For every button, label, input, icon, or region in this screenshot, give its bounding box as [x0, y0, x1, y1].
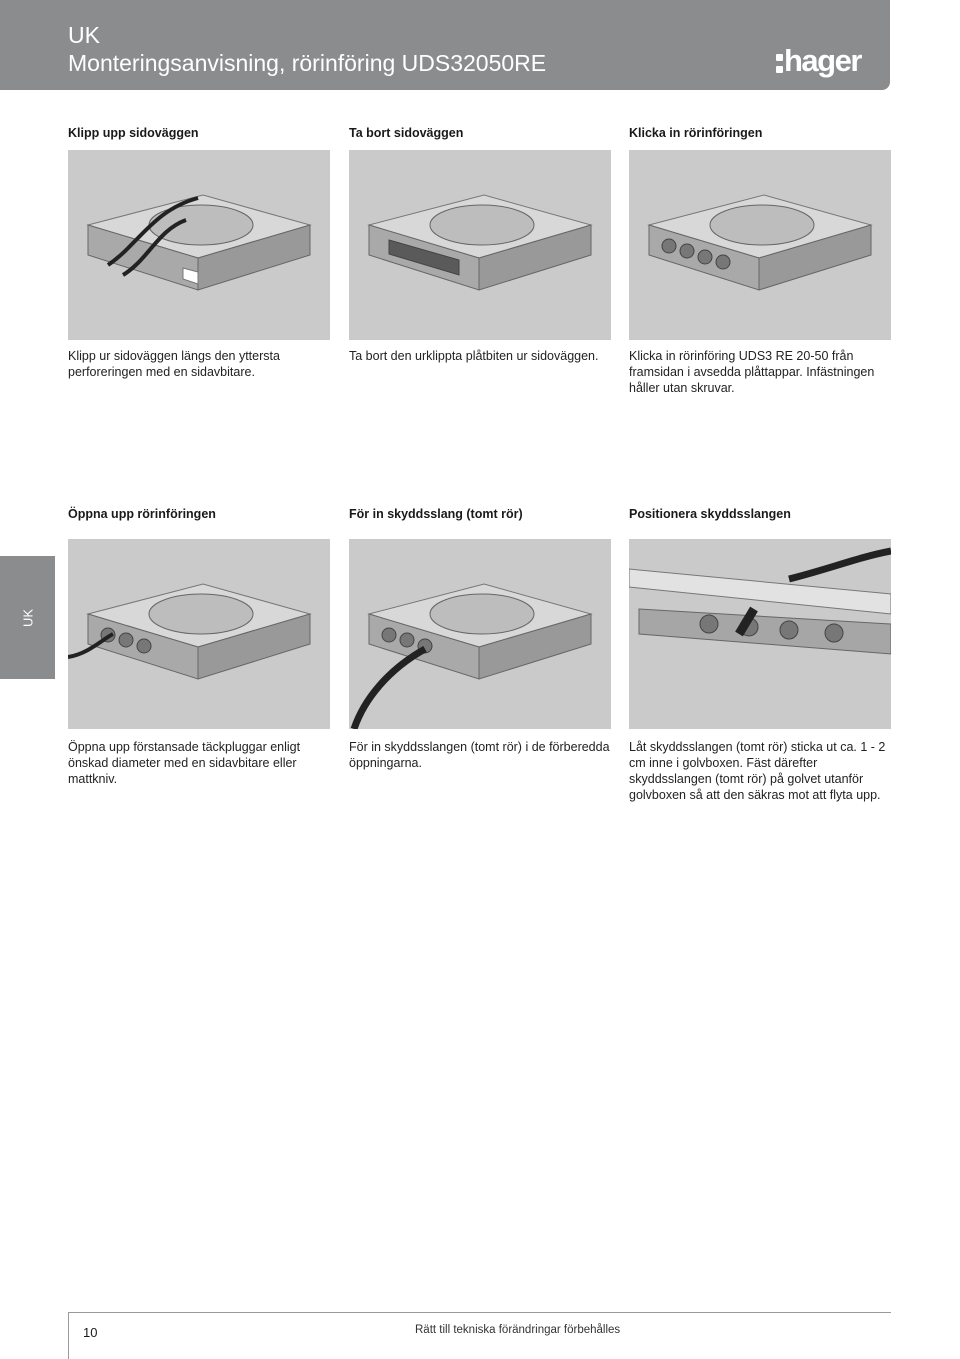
- page-title: Monteringsanvisning, rörinföring UDS32050RE: [68, 50, 547, 76]
- page-number: 10: [83, 1325, 98, 1340]
- step-1-title: Klipp upp sidoväggen: [68, 126, 199, 140]
- side-language-tab: [0, 556, 55, 679]
- step-2-title: Ta bort sidoväggen: [349, 126, 464, 140]
- step-2-caption: Ta bort den urklippta plåtbiten ur sidoväggen.: [349, 349, 599, 363]
- step-6-illustration: [629, 539, 891, 729]
- step-4-title: Öppna upp rörinföringen: [68, 507, 216, 521]
- step-4-illustration: [68, 539, 330, 729]
- step-6-caption: Låt skyddsslangen (tomt rör) sticka ut ca. 1 - 2 cm inne i golvboxen. Fäst därefter skyddsslangen (tomt rör) på golvet utanför golvboxen så att den säkras mot att flyta upp.: [629, 740, 886, 802]
- header-language: UK: [68, 22, 100, 48]
- step-4-caption: Öppna upp förstansade täckpluggar enligt önskad diameter med en sidavbitare eller mattkniv.: [68, 740, 301, 786]
- page-header: [0, 0, 890, 90]
- logo-dots-icon: [776, 54, 784, 74]
- logo-wordmark: hager: [784, 43, 861, 78]
- step-5-title: För in skyddsslang (tomt rör): [349, 507, 523, 521]
- hager-logo: [776, 44, 876, 80]
- step-3-caption: Klicka in rörinföring UDS3 RE 20-50 från framsidan i avsedda plåttappar. Infästningen håller utan skruvar.: [629, 349, 875, 395]
- step-5-illustration: [349, 539, 611, 729]
- footer-note: Rätt till tekniska förändringar förbehålles: [415, 1324, 621, 1336]
- step-1-caption: Klipp ur sidoväggen längs den yttersta perforeringen med en sidavbitare.: [68, 349, 280, 379]
- side-tab-label: UK: [20, 608, 35, 627]
- step-3-illustration: [629, 150, 891, 340]
- step-1-illustration: [68, 150, 330, 340]
- step-3-title: Klicka in rörinföringen: [629, 126, 763, 140]
- step-2-illustration: [349, 150, 611, 340]
- step-5-caption: För in skyddsslangen (tomt rör) i de förberedda öppningarna.: [349, 740, 610, 770]
- page-footer: [68, 1312, 891, 1359]
- step-6-title: Positionera skyddsslangen: [629, 507, 791, 521]
